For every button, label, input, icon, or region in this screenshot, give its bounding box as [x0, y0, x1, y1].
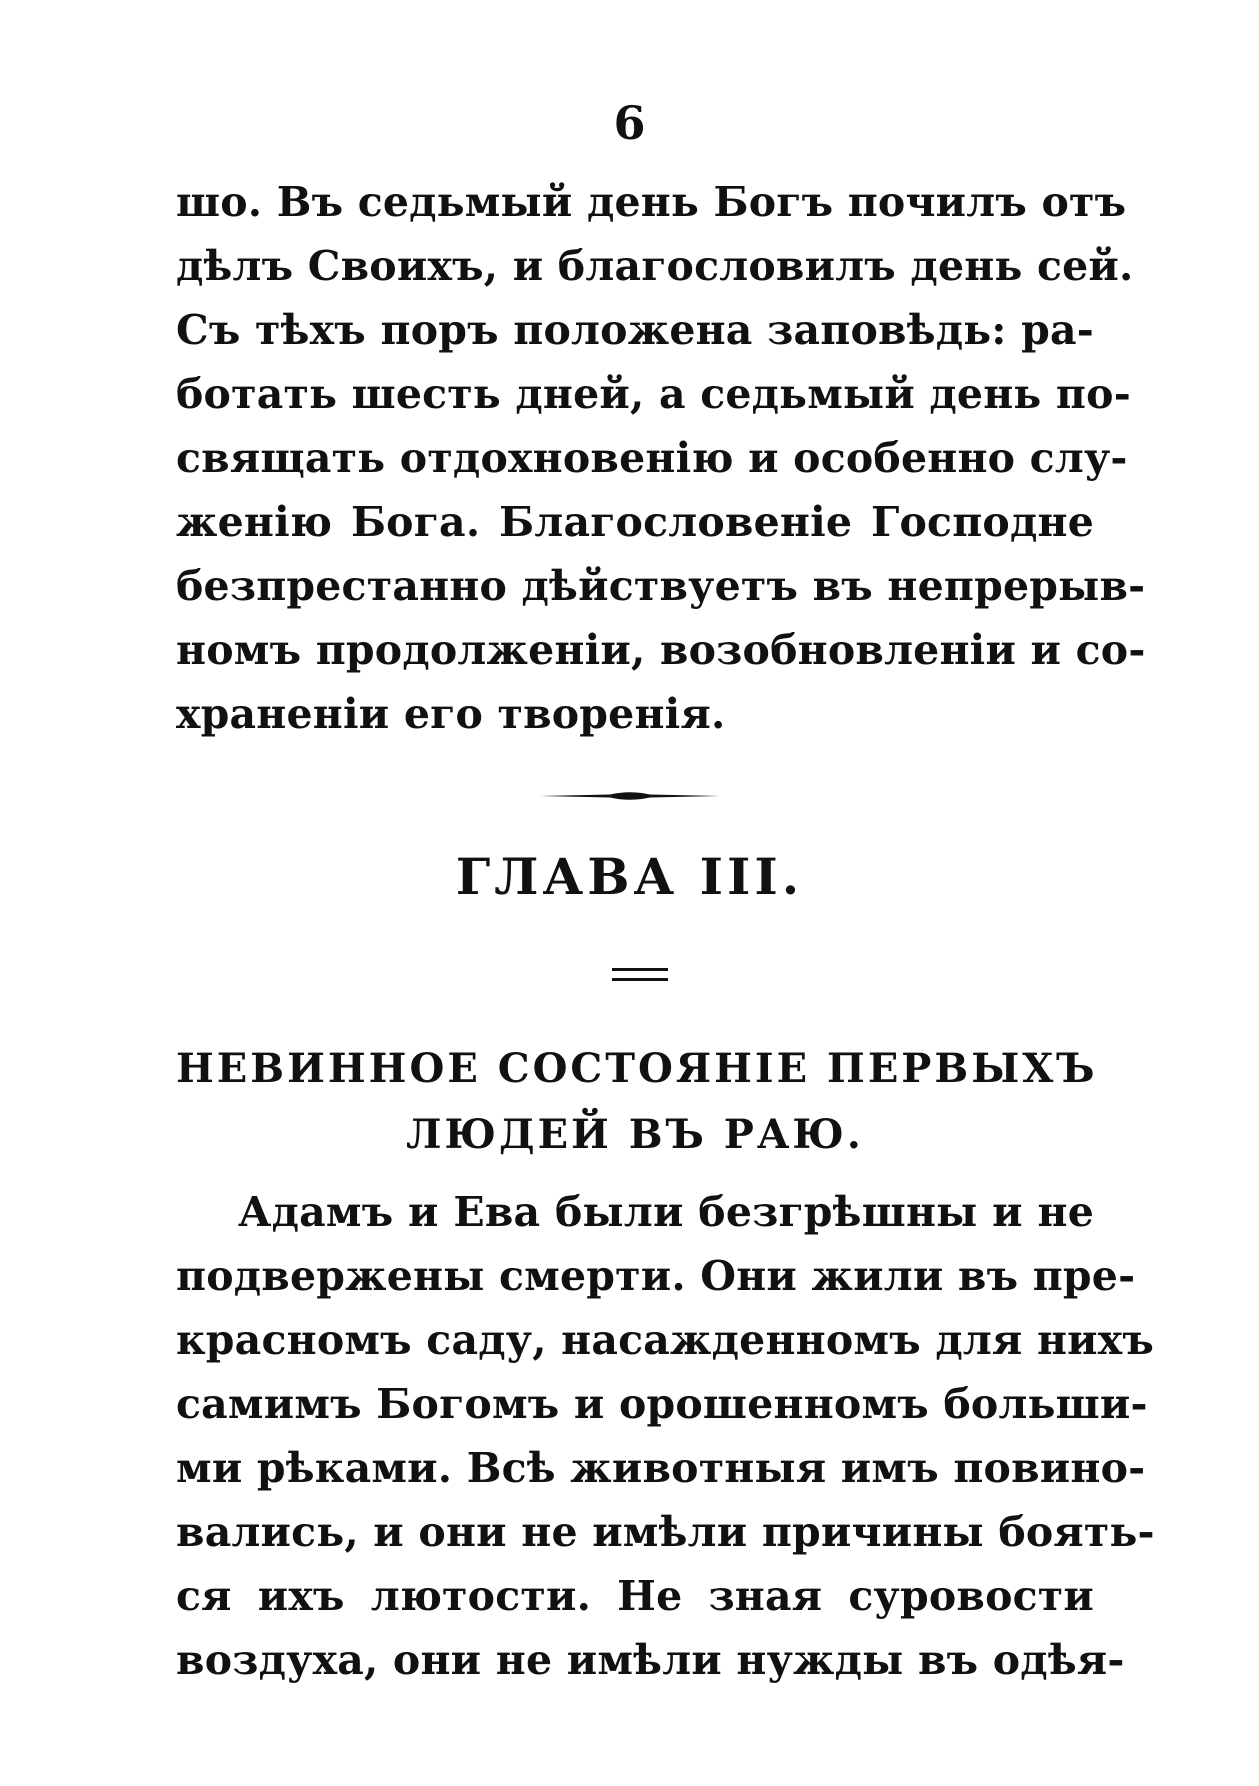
body-paragraph-2	[176, 1180, 1155, 1692]
text-line: Съ тѣхъ поръ положена заповѣдь: ра-	[176, 306, 1094, 354]
text-line: подвержены смерти. Они жили въ пре-	[176, 1252, 1136, 1300]
text-line: шо. Въ седьмый день Богъ почилъ отъ	[176, 178, 1127, 226]
text-line: женію Бога. Благословеніе Господне	[176, 498, 1094, 546]
text-line: красномъ саду, насажденномъ для нихъ	[176, 1316, 1155, 1364]
chapter-heading: ГЛАВА III.	[455, 847, 804, 906]
body-paragraph-1	[176, 170, 1146, 746]
chapter-title-line: ЛЮДЕЙ ВЪ РАЮ.	[406, 1111, 864, 1158]
text-line: Адамъ и Ева были безгрѣшны и не	[238, 1188, 1094, 1236]
text-line: самимъ Богомъ и орошенномъ больши-	[176, 1380, 1148, 1428]
text-line: дѣлъ Своихъ, и благословилъ день сей.	[176, 242, 1134, 290]
chapter-title	[176, 1036, 1098, 1168]
text-line: ся ихъ лютости. Не зная суровости	[176, 1572, 1094, 1620]
text-line: ботать шесть дней, а седьмый день по-	[176, 370, 1131, 418]
double-rule-divider	[612, 966, 668, 984]
text-line: номъ продолженіи, возобновленіи и со-	[176, 626, 1146, 674]
text-line: свящать отдохновенію и особенно слу-	[176, 434, 1128, 482]
text-line: безпрестанно дѣйствуетъ въ непрерыв-	[176, 562, 1146, 610]
chapter-title-line: НЕВИННОЕ СОСТОЯНІЕ ПЕРВЫХЪ	[176, 1045, 1098, 1092]
ornamental-divider	[540, 789, 720, 803]
text-line: ми рѣками. Всѣ животныя имъ повино-	[176, 1444, 1146, 1492]
text-line: храненіи его творенія.	[176, 690, 726, 738]
text-line: воздуха, они не имѣли нужды въ одѣя-	[176, 1636, 1125, 1684]
page-number: 6	[613, 96, 646, 150]
text-line: вались, и они не имѣли причины боять-	[176, 1508, 1155, 1556]
